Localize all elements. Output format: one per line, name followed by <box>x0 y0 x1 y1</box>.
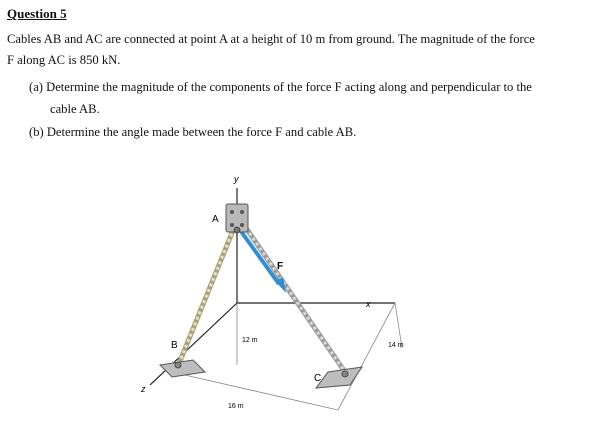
label-y: y <box>234 174 239 184</box>
force-F-shaft <box>240 230 279 284</box>
pin-B <box>175 362 181 368</box>
cable-figure <box>0 160 594 447</box>
label-C: C <box>314 373 322 384</box>
part-a-line-2: cable AB. <box>50 102 100 116</box>
bolt-icon <box>240 223 244 227</box>
anchor-plate-C <box>316 367 362 388</box>
dimension-16m: 16 m <box>228 403 244 410</box>
dimension-line-14m <box>338 303 395 410</box>
pin-A <box>234 227 240 233</box>
question-title: Question 5 <box>7 6 67 21</box>
dimension-14m: 14 m <box>388 342 404 349</box>
label-B: B <box>171 340 178 351</box>
problem-statement-line-1: Cables AB and AC are connected at point A at a height of 10 m from ground. The magnitude of the force <box>7 32 535 46</box>
part-b: (b) Determine the angle made between the force F and cable AB. <box>29 125 357 139</box>
problem-statement-line-2: F along AC is 850 kN. <box>7 53 121 67</box>
bolt-icon <box>230 210 234 214</box>
label-F: F <box>277 261 284 272</box>
label-z: z <box>141 384 146 394</box>
pin-C <box>342 371 348 377</box>
label-x: x <box>366 299 371 309</box>
bolt-icon <box>230 223 234 227</box>
bolt-icon <box>240 210 244 214</box>
part-a-line-1: (a) Determine the magnitude of the components of the force F acting along and perpendicular to the <box>29 80 532 94</box>
anchor-plate-B <box>160 360 205 377</box>
label-A: A <box>212 214 219 225</box>
dimension-12m: 12 m <box>242 337 258 344</box>
